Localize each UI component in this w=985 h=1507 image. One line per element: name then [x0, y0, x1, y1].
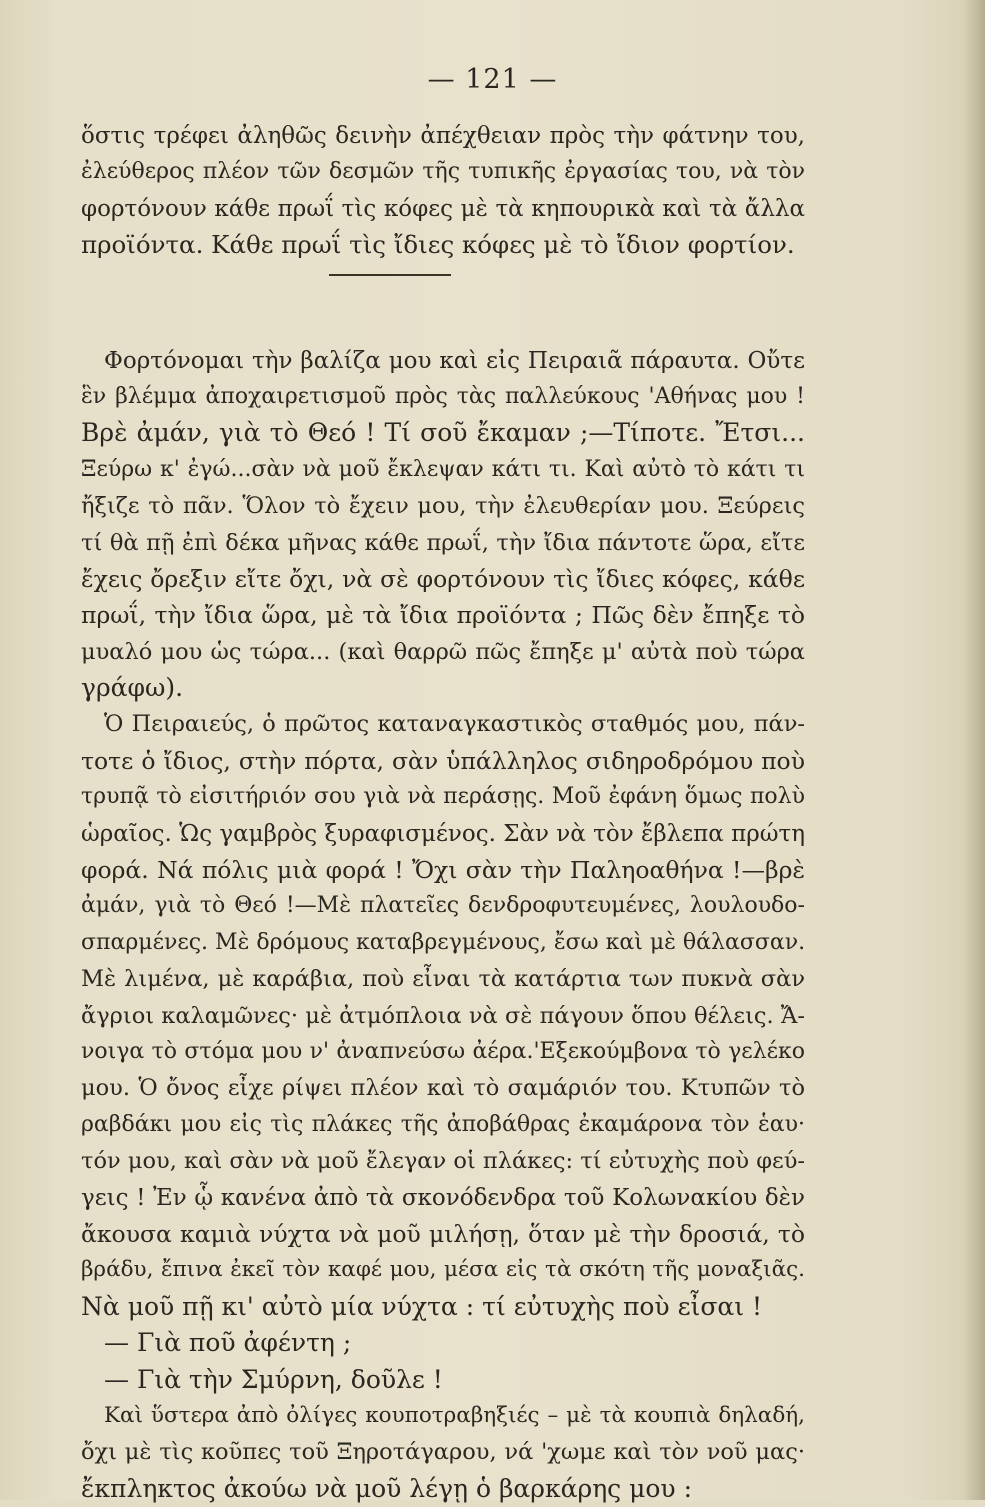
- dialogue-line-2: [81, 1362, 805, 1398]
- paragraph-4: [81, 1398, 805, 1507]
- text-line: — Γιὰ τὴν Σμύρνη, δοῦλε !: [104, 1364, 443, 1394]
- page-text: [81, 118, 805, 1507]
- section-divider: [81, 264, 805, 308]
- text-line: μυαλό μου ὡς τώρα... (καὶ θαρρῶ πῶς ἔπηξε μ' αὐτὰ ποὺ τώρα: [81, 638, 805, 665]
- divider-rule: [329, 274, 451, 276]
- text-line: σπαρμένες. Μὲ δρόμους καταβρεγμένους, ἔσω καὶ μὲ θάλασσαν.: [81, 929, 806, 955]
- paragraph-2: [81, 343, 805, 707]
- text-line: ἄγριοι καλαμῶνες· μὲ ἀτμόπλοια νὰ σὲ πάγουν ὅπου θέλεις. Ἄ-: [81, 1002, 805, 1029]
- text-line: Βρὲ ἀμάν, γιὰ τὸ Θεό ! Τί σοῦ ἔκαμαν ;—Τίποτε. Ἔτσι...: [81, 418, 805, 448]
- text-line: πρωΐ, τὴν ἴδια ὥρα, μὲ τὰ ἴδια προϊόντα ; Πῶς δὲν ἔπηξε τὸ: [81, 601, 805, 630]
- text-line: ἓν βλέμμα ἀποχαιρετισμοῦ πρὸς τὰς παλλεύκους 'Αθήνας μου !: [81, 383, 805, 409]
- text-line: Μὲ λιμένα, μὲ καράβια, ποὺ εἶναι τὰ κατάρτια των πυκνὰ σὰν: [81, 966, 805, 993]
- text-line: τρυπᾷ τὸ εἰσιτήριόν σου γιὰ νὰ περάσῃς. Μοῦ ἐφάνη ὅμως πολὺ: [81, 784, 805, 810]
- text-line: — Γιὰ ποῦ ἀφέντη ;: [104, 1328, 352, 1358]
- text-line: ἔκπληκτος ἀκούω νὰ μοῦ λέγῃ ὁ βαρκάρης μου :: [81, 1473, 692, 1503]
- text-line: Ὁ Πειραιεύς, ὁ πρῶτος καταναγκαστικὸς σταθμός μου, πάν-: [104, 711, 805, 738]
- text-line: ἔχεις ὄρεξιν εἴτε ὄχι, νὰ σὲ φορτόνουν τὶς ἴδιες κόφες, κάθε: [81, 564, 805, 593]
- text-line: γεις ! Ἐν ᾧ κανένα ἀπὸ τὰ σκονόδενδρα τοῦ Κολωνακίου δὲν: [81, 1184, 805, 1211]
- text-line: βράδυ, ἔπινα ἐκεῖ τὸν καφέ μου, μέσα εἰς τὰ σκότη τῆς μοναξιᾶς.: [81, 1257, 805, 1283]
- text-line: Ξεύρω κ' ἐγώ...σὰν νὰ μοῦ ἔκλεψαν κάτι τι. Καὶ αὐτὸ τὸ κάτι τι: [81, 456, 805, 482]
- text-line: ὡραῖος. Ὡς γαμβρὸς ξυραφισμένος. Σὰν νὰ τὸν ἔβλεπα πρώτη: [81, 820, 805, 847]
- text-line: μου. Ὁ ὄνος εἶχε ρίψει πλέον καὶ τὸ σαμάριόν του. Κτυπῶν τὸ: [81, 1075, 805, 1102]
- text-line: ὄχι μὲ τὶς κοῦπες τοῦ Ξηροτάγαρου, νά 'χωμε καὶ τὸν νοῦ μας·: [81, 1439, 805, 1466]
- text-line: ραβδάκι μου εἰς τὶς πλάκες τῆς ἀποβάθρας ἐκαμάρονα τὸν ἑαυ·: [81, 1111, 805, 1137]
- text-line: τί θὰ πῇ ἐπὶ δέκα μῆνας κάθε πρωΐ, τὴν ἴδια πάντοτε ὥρα, εἴτε: [81, 529, 805, 556]
- text-line: τοτε ὁ ἴδιος, στὴν πόρτα, σὰν ὑπάλληλος σιδηροδρόμου ποὺ: [81, 746, 805, 775]
- text-line: φορτόνουν κάθε πρωΐ τὶς κόφες μὲ τὰ κηπουρικὰ καὶ τὰ ἄλλα: [81, 195, 805, 222]
- page-number: — 121 —: [427, 64, 558, 95]
- text-line: προϊόντα. Κάθε πρωΐ τὶς ἴδιες κόφες μὲ τὸ ἴδιον φορτίον.: [81, 230, 795, 260]
- text-line: γράφω).: [81, 673, 184, 703]
- paragraph-1: [81, 118, 805, 264]
- text-line: Νὰ μοῦ πῇ κι' αὐτὸ μία νύχτα : τί εὐτυχὴς ποὺ εἶσαι !: [81, 1291, 763, 1321]
- text-line: ἀμάν, γιὰ τὸ Θεό !—Μὲ πλατεῖες δενδροφυτευμένες, λουλουδο-: [81, 893, 805, 919]
- paragraph-3: [81, 706, 805, 1325]
- spacer: [81, 308, 805, 343]
- text-line: ἐλεύθερος πλέον τῶν δεσμῶν τῆς τυπικῆς ἐργασίας του, νὰ τὸν: [81, 159, 805, 185]
- text-line: ὅστις τρέφει ἀληθῶς δεινὴν ἀπέχθειαν πρὸς τὴν φάτνην του,: [81, 123, 805, 149]
- dialogue-line-1: [81, 1325, 805, 1361]
- text-line: Καὶ ὕστερα ἀπὸ ὀλίγες κουποτραβηξιές – μὲ τὰ κουπιὰ δηλαδή,: [104, 1402, 805, 1428]
- text-line: φορά. Νά πόλις μιὰ φορά ! Ὄχι σὰν τὴν Παληοαθήνα !—βρὲ: [81, 856, 805, 885]
- text-line: ἤξιζε τὸ πᾶν. Ὅλον τὸ ἔχειν μου, τὴν ἐλευθερίαν μου. Ξεύρεις: [81, 493, 805, 520]
- page-edge-shadow: [963, 0, 985, 1500]
- text-line: νοιγα τὸ στόμα μου ν' ἀναπνεύσω ἀέρα.'Εξεκούμβονα τὸ γελέκο: [81, 1038, 805, 1064]
- text-line: ἄκουσα καμιὰ νύχτα νὰ μοῦ μιλήσῃ, ὅταν μὲ τὴν δροσιά, τὸ: [81, 1219, 805, 1248]
- text-line: Φορτόνομαι τὴν βαλίζα μου καὶ εἰς Πειραιᾶ πάραυτα. Οὔτε: [104, 347, 805, 374]
- text-line: τόν μου, καὶ σὰν νὰ μοῦ ἔλεγαν οἱ πλάκες: τί εὐτυχὴς ποὺ φεύ-: [81, 1148, 805, 1175]
